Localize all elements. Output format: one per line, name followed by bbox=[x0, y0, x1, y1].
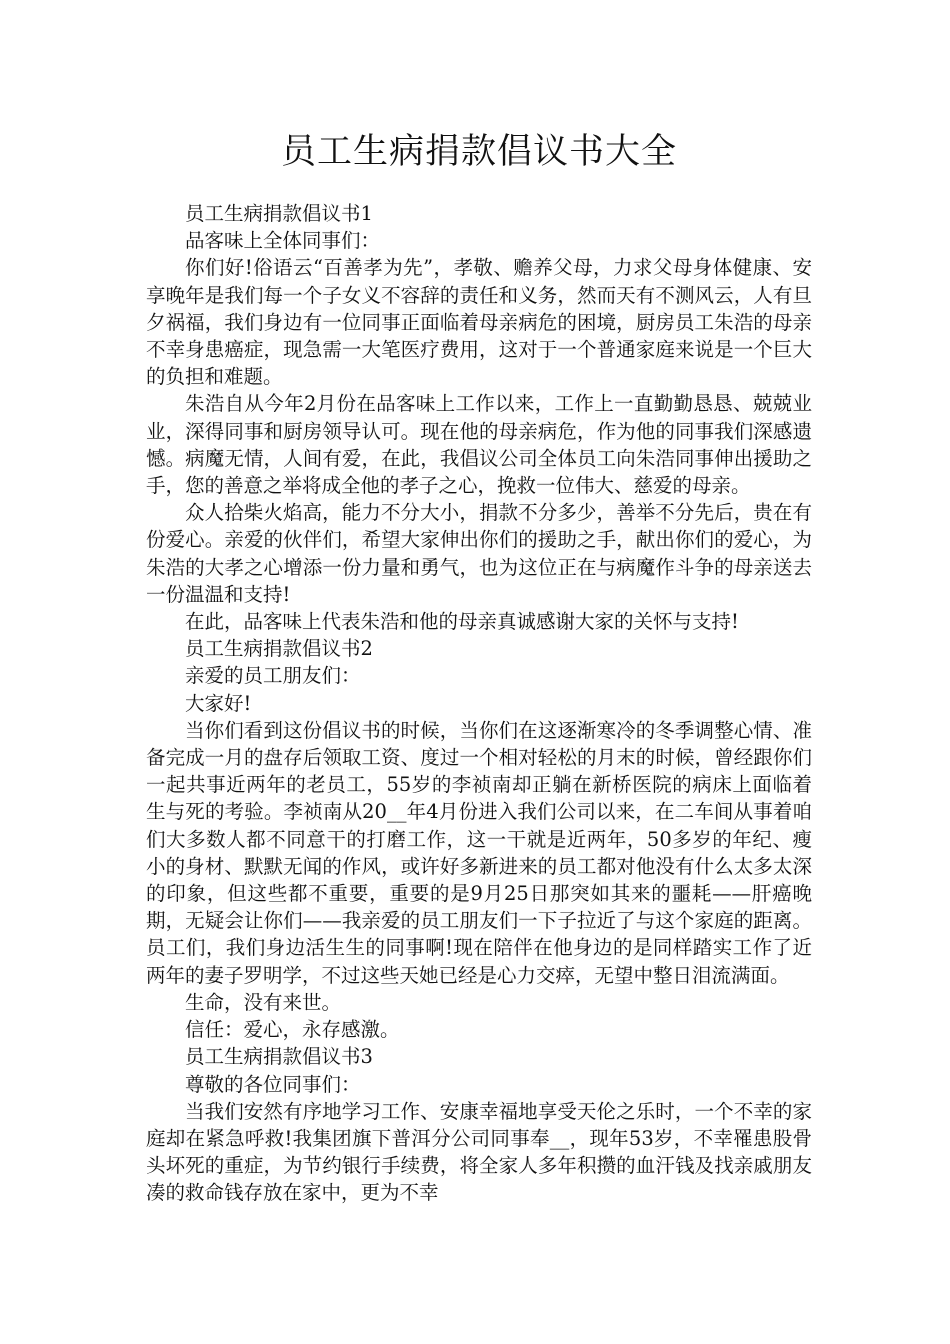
body-paragraph: 朱浩自从今年2月份在品客味上工作以来，工作上一直勤勤恳恳、兢兢业业，深得同事和厨房领导认可。现在他的母亲病危，作为他的同事我们深感遗憾。病魔无情，人间有爱，在此，我倡议公司全体员工向朱浩同事伸出援助之手，您的善意之举将成全他的孝子之心，挽救一位伟大、慈爱的母亲。 bbox=[146, 392, 812, 498]
subheading-letter-2: 员工生病捐款倡议书2 bbox=[185, 637, 373, 661]
subheading-letter-1: 员工生病捐款倡议书1 bbox=[185, 202, 373, 225]
greeting: 大家好! bbox=[185, 691, 252, 715]
body-paragraph: 在此，品客味上代表朱浩和他的母亲真诚感谢大家的关怀与支持! bbox=[185, 610, 739, 634]
subheading-letter-3: 员工生病捐款倡议书3 bbox=[185, 1045, 373, 1069]
salutation-3: 尊敬的各位同事们： bbox=[185, 1072, 361, 1096]
salutation-1: 品客味上全体同事们： bbox=[185, 229, 381, 253]
document-title: 员工生病捐款倡议书大全 bbox=[280, 132, 677, 172]
salutation-2: 亲爱的员工朋友们： bbox=[185, 664, 361, 688]
body-paragraph: 你们好!俗语云“百善孝为先”，孝敬、赡养父母，力求父母身体健康、安享晚年是我们每一个子女义不容辞的责任和义务，然而天有不测风云，人有旦夕祸福，我们身边有一位同事正面临着母亲病危的困境，厨房员工朱浩的母亲不幸身患癌症，现急需一大笔医疗费用，这对于一个普通家庭来说是一个巨大的负担和难题。 bbox=[146, 256, 812, 389]
body-paragraph: 信任：爱心，永存感激。 bbox=[185, 1018, 400, 1042]
body-paragraph: 当你们看到这份倡议书的时候，当你们在这逐渐寒冷的冬季调整心情、准备完成一月的盘存后领取工资、度过一个相对轻松的月末的时候，曾经跟你们一起共事近两年的老员工，55岁的李祯南却正躺在新桥医院的病床上面临着生与死的考验。李祯南从20__年4月份进入我们公司以来，在二车间从事着咱们大多数人都不同意干的打磨工作，这一干就是近两年，50多岁的年纪、瘦小的身材、默默无闻的作风，或许好多新进来的员工都对他没有什么太多太深的印象，但这些都不重要，重要的是9月25日那突如其来的噩耗——肝癌晚期，无疑会让你们——我亲爱的员工朋友们一下子拉近了与这个家庭的距离。员工们，我们身边活生生的同事啊!现在陪伴在他身边的是同样踏实工作了近两年的妻子罗明学，不过这些天她已经是心力交瘁，无望中整日泪流满面。 bbox=[146, 718, 812, 987]
body-paragraph: 当我们安然有序地学习工作、安康幸福地享受天伦之乐时，一个不幸的家庭却在紧急呼救!我集团旗下普洱分公司同事奉__，现年53岁，不幸罹患股骨头坏死的重症，为节约银行手续费，将全家人多年积攒的血汗钱及找亲戚朋友凑的救命钱存放在家中，更为不幸 bbox=[146, 1099, 812, 1205]
body-paragraph: 生命，没有来世。 bbox=[185, 990, 342, 1014]
document-body bbox=[146, 200, 812, 1207]
body-paragraph: 众人拾柴火焰高，能力不分大小，捐款不分多少，善举不分先后，贵在有份爱心。亲爱的伙伴们，希望大家伸出你们的援助之手，献出你们的爱心，为朱浩的大孝之心增添一份力量和勇气，也为这位正在与病魔作斗争的母亲送去一份温温和支持! bbox=[146, 501, 812, 606]
